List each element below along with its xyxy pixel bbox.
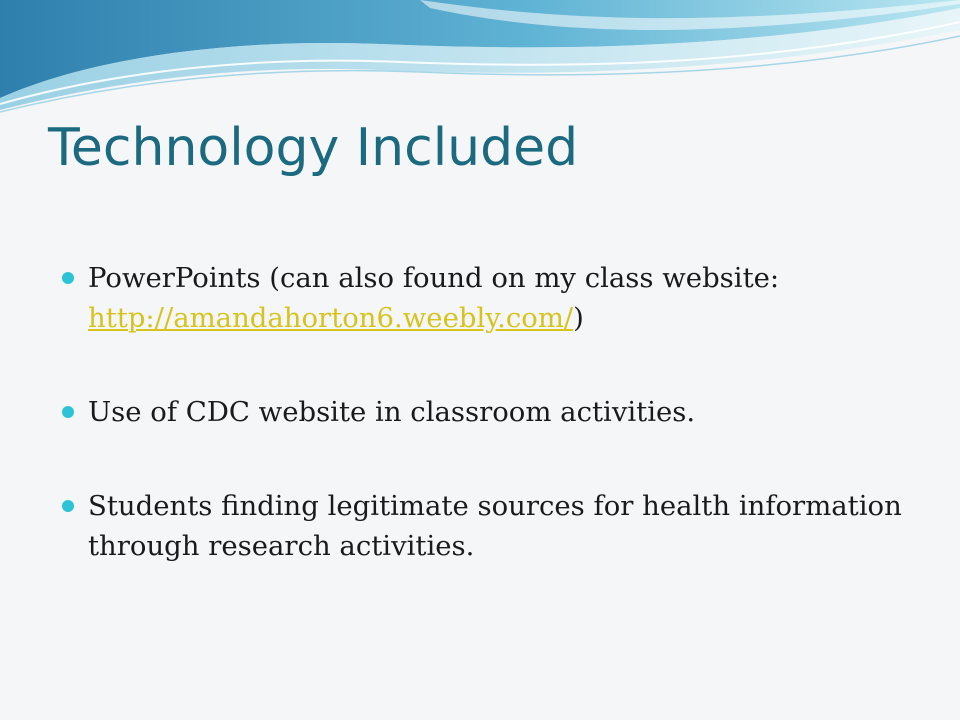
bullet-item-powerpoints	[60, 258, 920, 338]
class-website-link[interactable]: http://amandahorton6.weebly.com/	[88, 302, 574, 334]
header-wave-decoration	[0, 0, 960, 120]
bullet-text-powerpoints-close: )	[573, 302, 584, 334]
bullet-item-students	[60, 486, 920, 566]
bullet-marker-icon	[62, 272, 74, 284]
bullet-list	[60, 258, 920, 620]
bullet-marker-icon	[62, 500, 74, 512]
bullet-text-cdc: Use of CDC website in classroom activities.	[88, 396, 696, 428]
bullet-text-powerpoints: PowerPoints (can also found on my class website:	[88, 262, 780, 294]
slide-title: Technology Included	[48, 118, 579, 178]
bullet-item-cdc	[60, 392, 920, 432]
bullet-marker-icon	[62, 406, 74, 418]
bullet-text-students: Students finding legitimate sources for health information through research activities.	[88, 490, 902, 562]
